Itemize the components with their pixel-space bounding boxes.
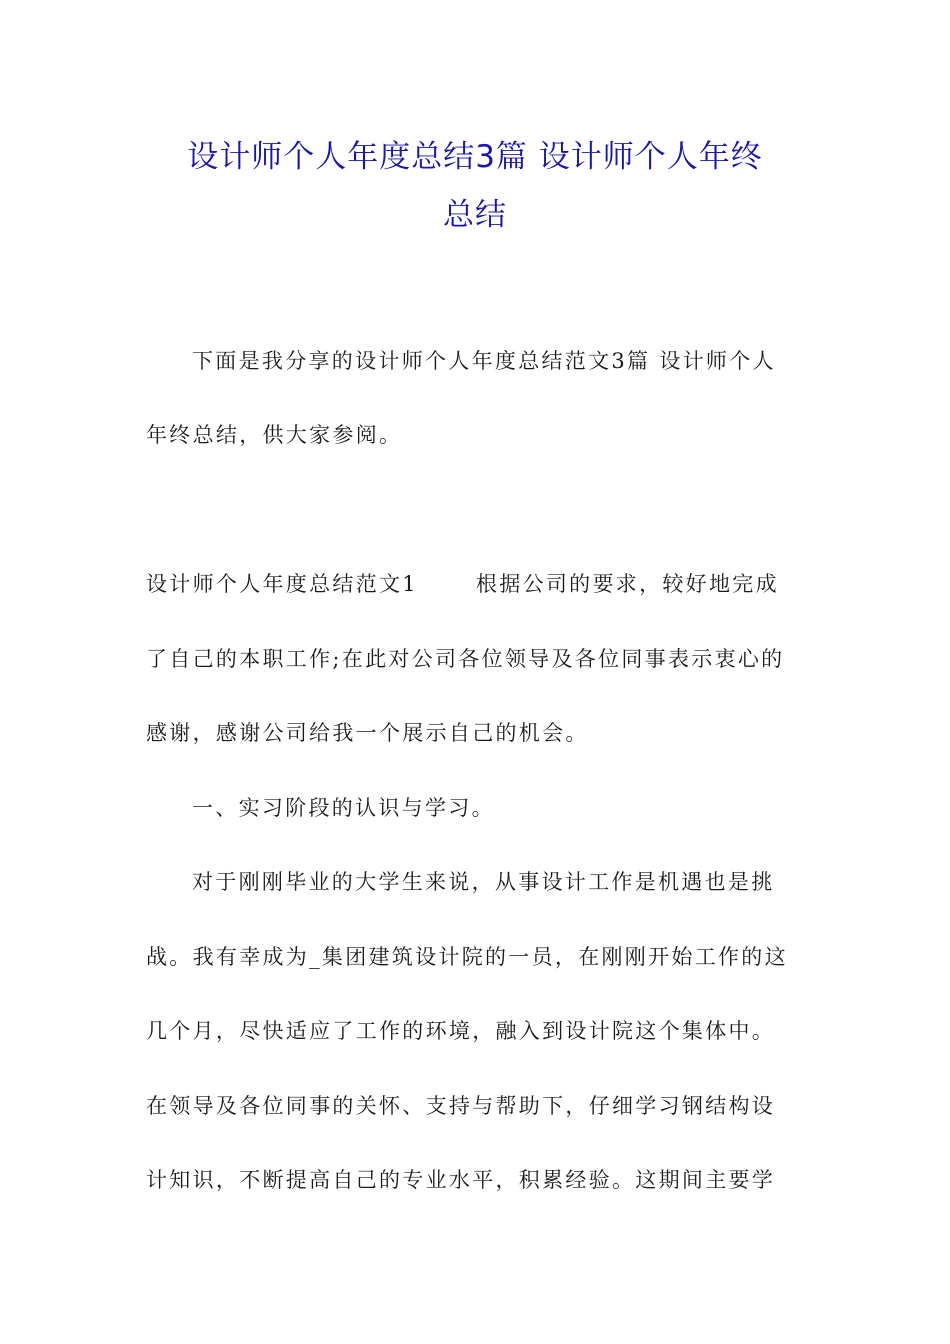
intro-line-1: 下面是我分享的设计师个人年度总结范文3篇 设计师个人 (192, 349, 776, 373)
paragraph-line-3: 几个月，尽快适应了工作的环境，融入到设计院这个集体中。 (146, 1019, 776, 1043)
paragraph-line-4: 在领导及各位同事的关怀、支持与帮助下，仔细学习钢结构设 (146, 1094, 776, 1118)
subheading: 一、实习阶段的认识与学习。 (192, 796, 495, 820)
intro-line-2: 年终总结，供大家参阅。 (146, 423, 403, 447)
title-line-2: 总结 (443, 197, 507, 233)
section-text-1: 根据公司的要求，较好地完成 (475, 572, 779, 596)
title-line-1: 设计师个人年度总结3篇 设计师个人年终 (187, 139, 763, 175)
paragraph-line-2: 战。我有幸成为_集团建筑设计院的一员，在刚刚开始工作的这 (146, 945, 788, 969)
paragraph-line-1: 对于刚刚毕业的大学生来说，从事设计工作是机遇也是挑 (192, 870, 775, 894)
document-title (140, 128, 810, 244)
paragraph-line-5: 计知识，不断提高自己的专业水平，积累经验。这期间主要学 (146, 1168, 776, 1192)
section-line-3: 感谢，感谢公司给我一个展示自己的机会。 (146, 721, 589, 745)
section-first-line (146, 569, 806, 599)
section-line-2: 了自己的本职工作;在此对公司各位领导及各位同事表示衷心的 (146, 647, 785, 671)
section-heading: 设计师个人年度总结范文1 (146, 572, 418, 596)
